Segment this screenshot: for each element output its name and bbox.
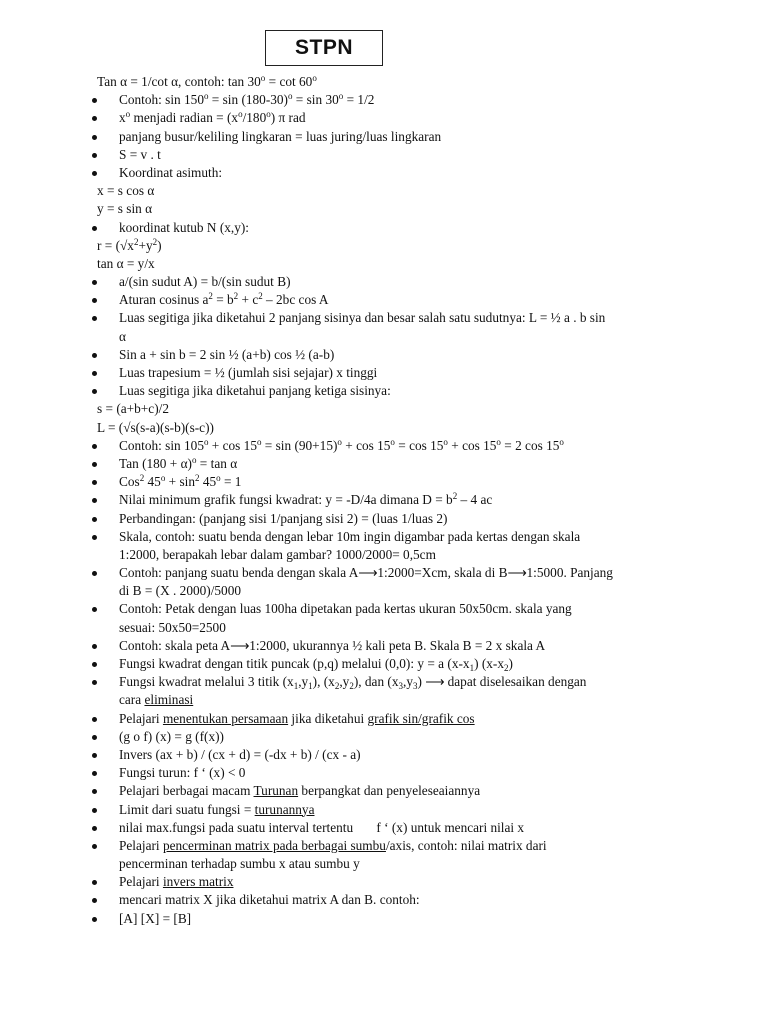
bullet-item: [0, 91, 768, 109]
bullet-icon: [92, 353, 97, 358]
continuation-line: di B = (X . 2000)/5000: [119, 583, 241, 599]
bullet-item: [0, 346, 768, 364]
bullet-item: [0, 910, 768, 928]
bullet-icon: [92, 789, 97, 794]
bullet-icon: [92, 116, 97, 121]
bullet-text: Perbandingan: (panjang sisi 1/panjang sisi 2) = (luas 1/luas 2): [119, 510, 448, 526]
bullet-icon: [92, 717, 97, 722]
bullet-icon: [92, 644, 97, 649]
bullet-text: [A] [X] = [B]: [119, 910, 192, 926]
bullet-item: [0, 782, 768, 800]
continuation-line: cara eliminasi: [119, 692, 194, 708]
bullet-text: Fungsi kwadrat melalui 3 titik $(x_1,y_1)$, $(x_2,y_2)$, dan $(x_3,y_3)$ ⟶ dapat diselesaikan dengan: [119, 674, 587, 692]
document-title: STPN: [265, 30, 383, 66]
bullet-text: Luas segitiga jika diketahui panjang ketiga sisinya:: [119, 383, 391, 399]
bullet-text: Contoh: Petak dengan luas 100ha dipetakan pada kertas ukuran 50x50cm. skala yang: [119, 601, 572, 617]
bullet-icon: [92, 917, 97, 922]
bullet-text: Aturan cosinus $a^2 = b^2 + c^2 - 2bc$ cos A: [119, 291, 329, 308]
bullet-icon: [92, 280, 97, 285]
bullet-text: Pelajari berbagai macam Turunan berpangkat dan penyeleseaiannya: [119, 783, 481, 799]
bullet-icon: [92, 153, 97, 158]
bullet-item: [0, 473, 768, 491]
bullet-text: Luas trapesium = ½ (jumlah sisi sejajar) x tinggi: [119, 365, 378, 380]
bullet-icon: [92, 571, 97, 576]
bullet-icon: [92, 462, 97, 467]
bullet-item: [0, 728, 768, 746]
bullet-item: [0, 309, 768, 327]
bullet-icon: [92, 135, 97, 140]
bullet-text: (g o f) (x) = g (f(x)): [119, 728, 224, 744]
bullet-item: [0, 891, 768, 909]
bullet-item: [0, 673, 768, 691]
text-line: x = s cos α: [97, 183, 155, 199]
bullet-text: Sin a + sin b = 2 sin ½ (a+b) cos ½ (a-b): [119, 346, 335, 362]
bullet-item: [0, 528, 768, 546]
bullet-icon: [92, 898, 97, 903]
bullet-item: [0, 437, 768, 455]
text-line: y = s sin α: [97, 201, 153, 217]
bullet-text: Invers (ax + b) / (cx + d) = (-dx + b) / (cx - a): [119, 746, 361, 762]
bullet-icon: [92, 171, 97, 176]
bullet-icon: [92, 826, 97, 831]
bullet-item: [0, 109, 768, 127]
bullet-icon: [92, 880, 97, 885]
bullet-text: Pelajari invers matrix: [119, 874, 234, 890]
bullet-text: Luas segitiga jika diketahui 2 panjang sisinya dan besar salah satu sudutnya: L = ½ a . b sin: [119, 310, 606, 326]
bullet-item: [0, 364, 768, 382]
bullet-icon: [92, 371, 97, 376]
bullet-icon: [92, 389, 97, 394]
bullet-icon: [92, 298, 97, 303]
bullet-item: [0, 564, 768, 582]
bullet-text: Limit dari suatu fungsi = turunannya: [119, 801, 315, 817]
bullet-text: $x^o$ menjadi radian = $(x^o/180^o)$ π rad: [119, 109, 306, 126]
bullet-item: [0, 164, 768, 182]
bullet-text: Fungsi turun: f ‘ (x) < 0: [119, 765, 246, 781]
bullet-icon: [92, 771, 97, 776]
bullet-item: [0, 655, 768, 673]
text-line: s = (a+b+c)/2: [97, 401, 169, 417]
bullet-item: [0, 382, 768, 400]
bullet-text: Contoh: $\sin 150^o = \sin (180-30)^o = \sin 30^o = 1/2$: [119, 91, 375, 108]
bullet-text: Contoh: panjang suatu benda dengan skala A⟶1:2000=Xcm, skala di B⟶1:5000. Panjang: [119, 565, 613, 581]
bullet-icon: [92, 753, 97, 758]
bullet-text: Contoh: skala peta A⟶1:2000, ukurannya ½ kali peta B. Skala B = 2 x skala A: [119, 637, 546, 653]
bullet-item: [0, 873, 768, 891]
bullet-icon: [92, 498, 97, 503]
bullet-text: mencari matrix X jika diketahui matrix A dan B. contoh:: [119, 892, 420, 908]
bullet-text: Cos$^2$ $45^o + \sin^2 45^o = 1$: [119, 473, 242, 490]
bullet-text: a/(sin sudut A) = b/(sin sudut B): [119, 274, 291, 290]
bullet-icon: [92, 808, 97, 813]
bullet-item: [0, 746, 768, 764]
bullet-icon: [92, 607, 97, 612]
text-line: $r = (√x^2+y^2)$: [97, 236, 162, 253]
bullet-item: [0, 455, 768, 473]
bullet-icon: [92, 535, 97, 540]
bullet-icon: [92, 226, 97, 231]
continuation-line: pencerminan terhadap sumbu x atau sumbu y: [119, 856, 360, 872]
bullet-item: [0, 637, 768, 655]
notes-content: [0, 73, 768, 928]
bullet-item: [0, 801, 768, 819]
bullet-text: Skala, contoh: suatu benda dengan lebar 10m ingin digambar pada kertas dengan skala: [119, 528, 581, 544]
bullet-text: S = v . t: [119, 146, 161, 162]
text-line: Tan α = 1/cot α, contoh: $\tan 30^o = \cot 60^o$: [97, 73, 317, 89]
continuation-line: 1:2000, berapakah lebar dalam gambar? 1000/2000= 0,5cm: [119, 546, 436, 562]
bullet-item: [0, 819, 768, 837]
bullet-icon: [92, 98, 97, 103]
bullet-text: Koordinat asimuth:: [119, 164, 223, 180]
bullet-icon: [92, 480, 97, 485]
bullet-text: panjang busur/keliling lingkaran = luas juring/luas lingkaran: [119, 128, 442, 144]
bullet-item: [0, 219, 768, 237]
bullet-text: Pelajari pencerminan matrix pada berbagai sumbu/axis, contoh: nilai matrix dari: [119, 837, 547, 853]
text-line: tan α = y/x: [97, 255, 155, 271]
bullet-item: [0, 837, 768, 855]
bullet-item: [0, 273, 768, 291]
continuation-line: sesuai: 50x50=2500: [119, 619, 226, 635]
bullet-text: Nilai minimum grafik fungsi kwadrat: y = -D/4a dimana $D = b^2 - 4$ ac: [119, 491, 493, 508]
bullet-icon: [92, 662, 97, 667]
continuation-line: α: [119, 328, 126, 344]
bullet-item: [0, 710, 768, 728]
bullet-text: Fungsi kwadrat dengan titik puncak (p,q) melalui (0,0): y = a $(x-x_1)$ $(x-x_2)$: [119, 656, 513, 673]
bullet-icon: [92, 735, 97, 740]
bullet-item: [0, 510, 768, 528]
bullet-item: [0, 764, 768, 782]
bullet-icon: [92, 517, 97, 522]
bullet-text: Pelajari menentukan persamaan jika diketahui grafik sin/grafik cos: [119, 710, 475, 726]
bullet-icon: [92, 316, 97, 321]
bullet-item: [0, 128, 768, 146]
text-line: L = (√s(s-a)(s-b)(s-c)): [97, 419, 214, 435]
bullet-item: [0, 491, 768, 509]
bullet-text: Tan $(180 + \alpha)^o = \tan \alpha$: [119, 454, 238, 471]
bullet-item: [0, 600, 768, 618]
bullet-icon: [92, 844, 97, 849]
bullet-icon: [92, 680, 97, 685]
bullet-text: koordinat kutub N (x,y):: [119, 219, 249, 235]
bullet-item: [0, 146, 768, 164]
bullet-text: nilai max.fungsi pada suatu interval tertentu f ‘ (x) untuk mencari nilai x: [119, 819, 525, 835]
bullet-text: Contoh: $\sin 105^o + \cos 15^o = \sin (90+15)^o + \cos 15^o = \cos 15^o + \cos 15^o = 2$ cos 15$^o$: [119, 436, 564, 453]
bullet-item: [0, 291, 768, 309]
bullet-icon: [92, 444, 97, 449]
